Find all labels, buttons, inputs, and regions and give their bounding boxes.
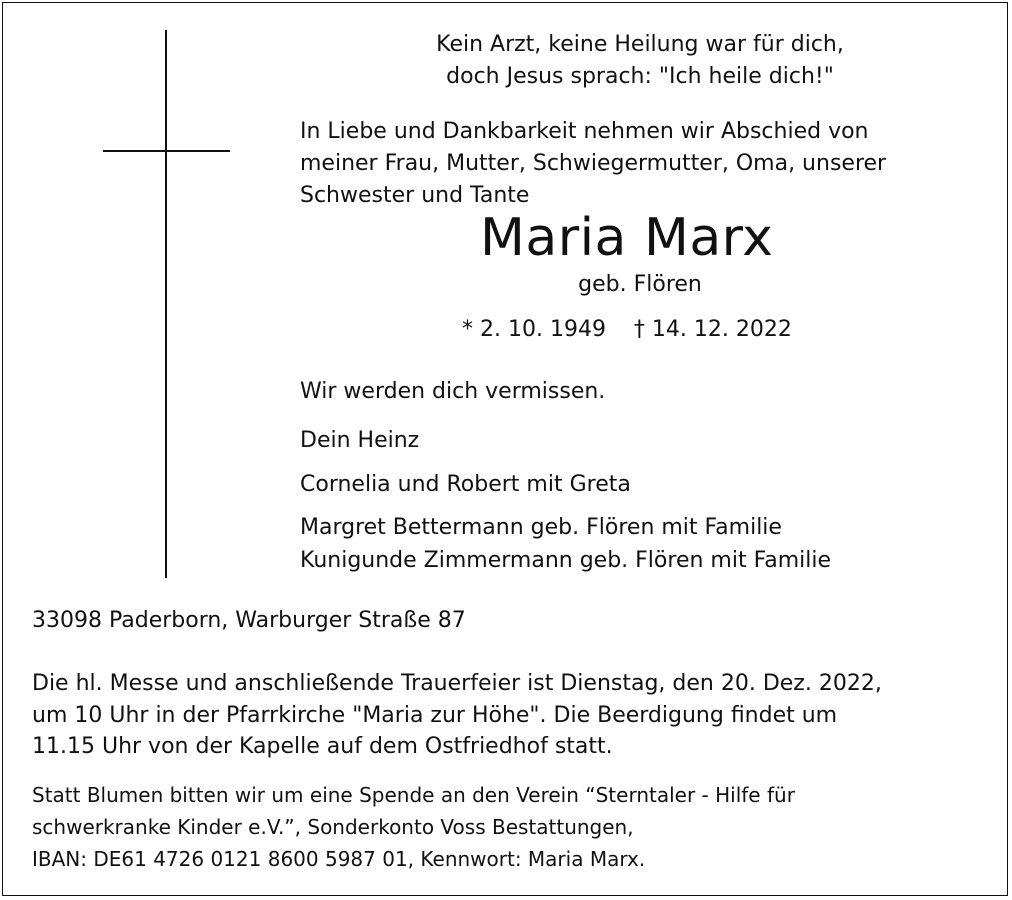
- service-line-2: um 10 Uhr in der Pfarrkirche "Maria zur Höhe". Die Beerdigung findet um: [32, 703, 838, 728]
- mourner-1: Dein Heinz: [300, 428, 420, 453]
- mourner-2: Cornelia und Robert mit Greta: [300, 472, 631, 497]
- closing-line: Wir werden dich vermissen.: [300, 379, 606, 404]
- deceased-name: Maria Marx: [480, 208, 774, 268]
- donation-line-1: Statt Blumen bitten wir um eine Spende an den Verein “Sterntaler - Hilfe für: [32, 783, 795, 807]
- donation-line-2: schwerkranke Kinder e.V.”, Sonderkonto Voss Bestattungen,: [32, 815, 634, 839]
- service-line-1: Die hl. Messe und anschließende Trauerfeier ist Dienstag, den 20. Dez. 2022,: [32, 671, 882, 696]
- address: 33098 Paderborn, Warburger Straße 87: [32, 608, 466, 633]
- life-dates: * 2. 10. 1949 † 14. 12. 2022: [462, 317, 792, 342]
- verse-line-2: doch Jesus sprach: "Ich heile dich!": [446, 64, 834, 89]
- service-line-3: 11.15 Uhr von der Kapelle auf dem Ostfriedhof statt.: [32, 734, 613, 759]
- donation-line-3: IBAN: DE61 4726 0121 8600 5987 01, Kennwort: Maria Marx.: [32, 847, 646, 871]
- birth-name: geb. Flören: [578, 272, 702, 297]
- intro-line-3: Schwester und Tante: [300, 183, 530, 208]
- intro-line-2: meiner Frau, Mutter, Schwiegermutter, Oma, unserer: [300, 151, 887, 176]
- mourner-3: Margret Bettermann geb. Flören mit Familie: [300, 515, 782, 540]
- cross-horizontal-bar: [103, 150, 230, 152]
- mourner-4: Kunigunde Zimmermann geb. Flören mit Familie: [300, 548, 831, 573]
- verse-line-1: Kein Arzt, keine Heilung war für dich,: [436, 32, 844, 57]
- cross-vertical-bar: [165, 30, 167, 578]
- intro-line-1: In Liebe und Dankbarkeit nehmen wir Abschied von: [300, 119, 869, 144]
